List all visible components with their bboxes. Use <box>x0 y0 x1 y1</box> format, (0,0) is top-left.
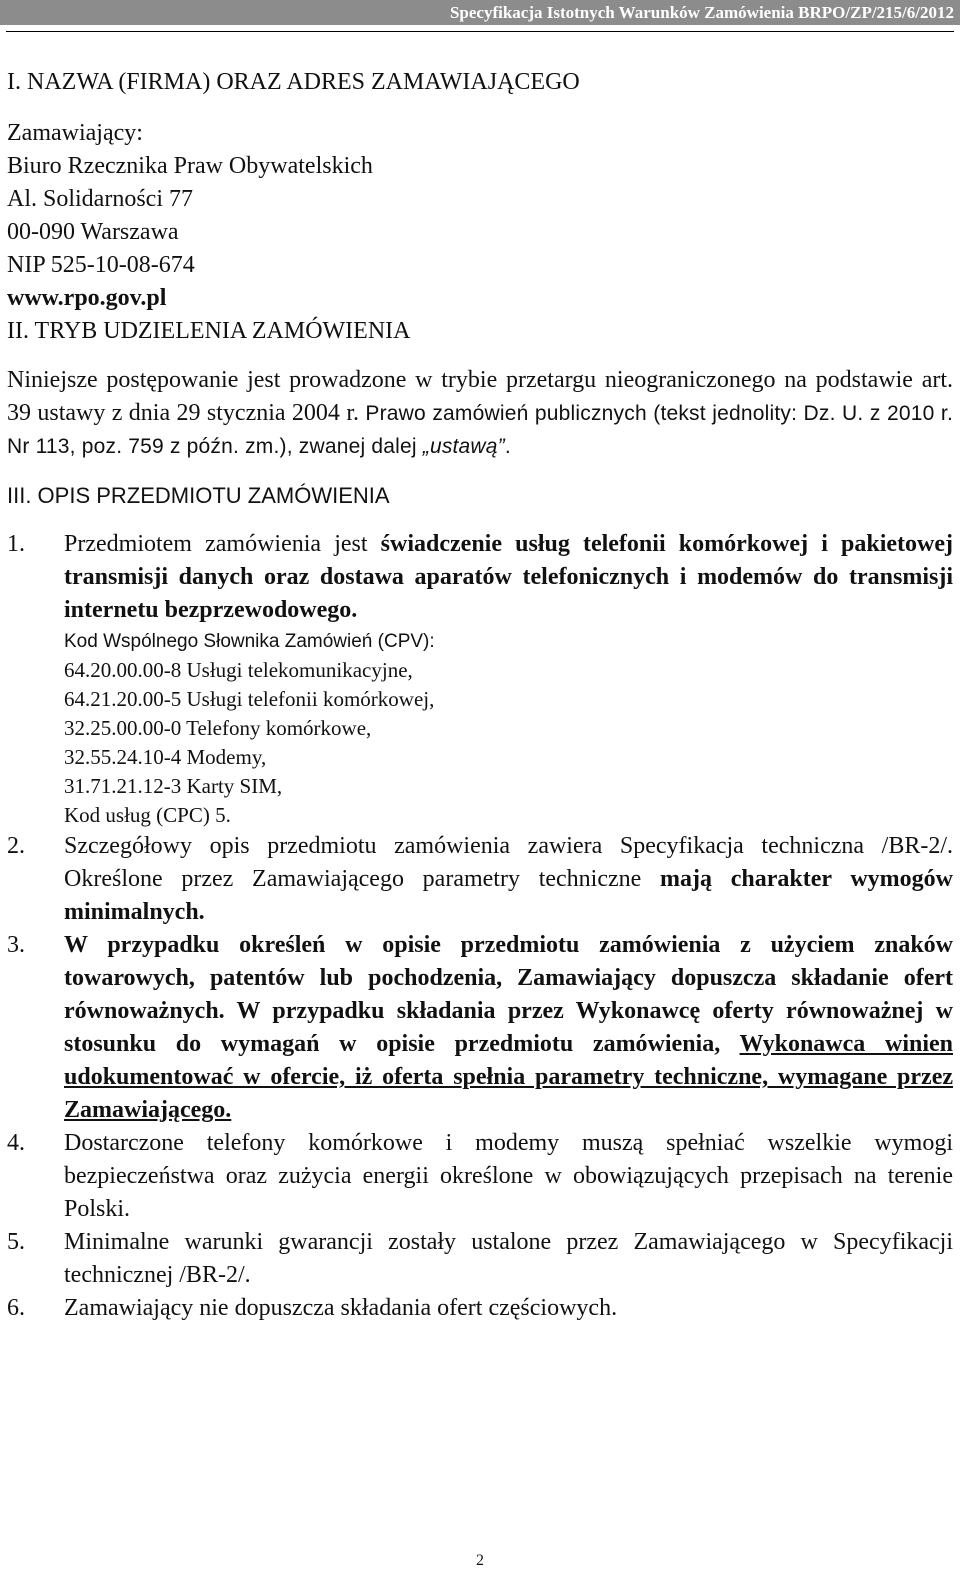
list-item <box>7 528 953 830</box>
item-number: 4. <box>7 1130 25 1156</box>
item-number: 1. <box>7 531 25 557</box>
cpv-label: Kod Wspólnego Słownika Zamówień (CPV): <box>64 631 435 652</box>
header-rule <box>6 31 954 32</box>
item-text-bold: świadczenie usług telefonii komórkowej i pakietowej transmisji danych oraz dostawa aparatów telefonicznych i modemów do transmisji internetu bezprzewodowego. <box>64 531 953 623</box>
item-text-plain: Szczegółowy opis przedmiotu zamówienia zawiera Specyfikacja techniczna /BR-2/. Określone przez Zamawiającego parametry techniczne <box>64 833 953 892</box>
item-body <box>64 929 953 1127</box>
item-text-bold: W przypadku określeń w opisie przedmiotu zamówienia z użyciem znaków towarowych, patentów lub pochodzenia, Zamawiający dopuszcza składanie ofert równoważnych. W przypadku składania przez Wykonawcę oferty równoważnej w stosunku do wymagań w opisie przedmiotu zamówienia, <box>64 932 953 1057</box>
address-line: NIP 525-10-08-674 <box>7 252 195 278</box>
item-body <box>64 830 953 929</box>
item-body <box>64 1127 953 1226</box>
section-2-text-1: Niniejsze postępowanie jest prowadzone w trybie przetargu nieograniczonego na podstawie art. 39 ustawy z dnia 29 stycznia 2004 r. <box>7 367 953 426</box>
cpv-code: 31.71.21.12-3 Karty SIM, <box>64 774 283 798</box>
cpv-code: 64.20.00.00-8 Usługi telekomunikacyjne, <box>64 658 413 682</box>
address-line: 00-090 Warszawa <box>7 219 179 245</box>
address-line: Al. Solidarności 77 <box>7 186 193 212</box>
item-text <box>64 528 953 627</box>
item-body <box>64 1226 953 1292</box>
address-line: Biuro Rzecznika Praw Obywatelskich <box>7 153 373 179</box>
content <box>7 66 953 1325</box>
section-2-text-end: . <box>504 435 511 458</box>
item-number: 5. <box>7 1229 25 1255</box>
item-text-plain: Zamawiający nie dopuszcza składania ofert częściowych. <box>64 1295 618 1321</box>
page-number: 2 <box>476 1552 484 1569</box>
list-item <box>7 1127 953 1226</box>
cpv-code: 64.21.20.00-5 Usługi telefonii komórkowej, <box>64 687 435 711</box>
item-text-plain: Przedmiotem zamówienia jest <box>64 531 381 557</box>
item-text-underlined: Wykonawca winien udokumentować w ofercie, iż oferta spełnia parametry techniczne, wymagane przez Zamawiającego. <box>64 1031 953 1123</box>
item-number: 2. <box>7 833 25 859</box>
item-text-plain: Dostarczone telefony komórkowe i modemy muszą spełniać wszelkie wymogi bezpieczeństwa oraz zużycia energii określone w obowiązujących przepisach na terenie Polski. <box>64 1130 953 1222</box>
cpv-code: 32.55.24.10-4 Modemy, <box>64 745 267 769</box>
section-3-heading: III. OPIS PRZEDMIOTU ZAMÓWIENIA <box>7 483 390 508</box>
list-item <box>7 830 953 929</box>
item-body <box>64 1292 953 1325</box>
item-number: 3. <box>7 932 25 958</box>
list-item <box>7 1292 953 1325</box>
section-2-heading: II. TRYB UDZIELENIA ZAMÓWIENIA <box>7 318 411 344</box>
item-text-bold: mają charakter wymogów minimalnych. <box>64 866 953 925</box>
item-number: 6. <box>7 1295 25 1321</box>
section-1-heading: I. NAZWA (FIRMA) ORAZ ADRES ZAMAWIAJĄCEGO <box>7 69 580 95</box>
section-2-paragraph <box>7 364 953 463</box>
contracting-label: Zamawiający: <box>7 120 143 146</box>
item-body <box>64 528 953 830</box>
list-item <box>7 1226 953 1292</box>
section-2-text-2: Prawo zamówień publicznych (tekst jednolity: Dz. U. z 2010 r. Nr 113, poz. 759 z późn. zm.), zwanej dalej <box>7 402 954 458</box>
header-title: Specyfikacja Istotnych Warunków Zamówienia BRPO/ZP/215/6/2012 <box>449 3 954 22</box>
section-2-emphasis: „ustawą” <box>422 435 505 458</box>
cpv-code: 32.25.00.00-0 Telefony komórkowe, <box>64 716 372 740</box>
website-link[interactable]: www.rpo.gov.pl <box>7 285 167 311</box>
cpc-code: Kod usług (CPC) 5. <box>64 803 231 827</box>
list-item <box>7 929 953 1127</box>
item-text-plain: Minimalne warunki gwarancji zostały ustalone przez Zamawiającego w Specyfikacji technicznej /BR-2/. <box>64 1229 953 1288</box>
header-bar <box>0 0 960 25</box>
